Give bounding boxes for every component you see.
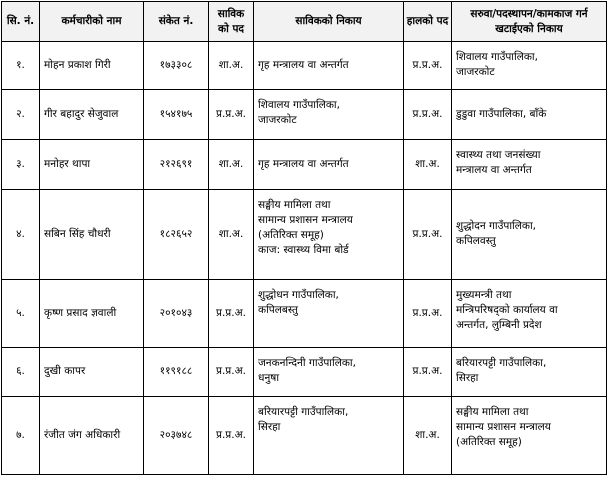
cell-prev-office: शुद्धोधन गाउँपालिका, कपिलबस्तु: [254, 280, 404, 348]
cell-code: २०३७४८: [144, 396, 209, 474]
cell-new-office: डुडुवा गाउँपालिका, बाँके: [452, 90, 607, 140]
cell-current-post: प्र.प्र.अ.: [404, 347, 452, 396]
cell-prev-post: प्र.प्र.अ.: [209, 396, 254, 474]
cell-prev-office: गृह मन्त्रालय वा अन्तर्गत: [254, 42, 404, 90]
cell-prev-post: प्र.प्र.अ.: [209, 90, 254, 140]
cell-new-office: शुद्धोदन गाउँपालिका, कपिलवस्तु: [452, 189, 607, 279]
cell-sn: ४.: [2, 189, 40, 279]
header-prev-office: साविकको निकाय: [254, 2, 404, 42]
table-row: [2, 42, 607, 90]
cell-code: २०१०४३: [144, 280, 209, 348]
table-row: [2, 189, 607, 279]
table-row: [2, 347, 607, 396]
header-prev-post: साविक को पद: [209, 2, 254, 42]
cell-sn: १.: [2, 42, 40, 90]
cell-current-post: प्र.प्र.अ.: [404, 42, 452, 90]
cell-new-office: स्वास्थ्य तथा जनसंख्या मन्त्रालय वा अन्तर्गत: [452, 140, 607, 189]
cell-prev-post: शा.अ.: [209, 42, 254, 90]
cell-current-post: प्र.प्र.अ.: [404, 280, 452, 348]
table-row: [2, 396, 607, 474]
header-current-post: हालको पद: [404, 2, 452, 42]
cell-code: २१२६९१: [144, 140, 209, 189]
cell-current-post: प्र.प्र.अ.: [404, 189, 452, 279]
cell-name: मोहन प्रकाश गिरी: [40, 42, 144, 90]
header-sn: सि. नं.: [2, 2, 40, 42]
cell-sn: ५.: [2, 280, 40, 348]
cell-prev-post: शा.अ.: [209, 140, 254, 189]
cell-prev-office: बरियारपट्टी गाउँपालिका, सिरहा: [254, 396, 404, 474]
header-code: संकेत नं.: [144, 2, 209, 42]
cell-prev-office: गृह मन्त्रालय वा अन्तर्गत: [254, 140, 404, 189]
cell-current-post: प्र.प्र.अ.: [404, 90, 452, 140]
table-row: [2, 90, 607, 140]
cell-new-office: बरियारपट्टी गाउँपालिका, सिरहा: [452, 347, 607, 396]
cell-name: कृष्ण प्रसाद ज्ञवाली: [40, 280, 144, 348]
table-row: [2, 280, 607, 348]
cell-name: सबिन सिंह चौधरी: [40, 189, 144, 279]
cell-name: रंजीत जंग अधिकारी: [40, 396, 144, 474]
cell-current-post: शा.अ.: [404, 140, 452, 189]
cell-sn: ७.: [2, 396, 40, 474]
cell-sn: ६.: [2, 347, 40, 396]
cell-prev-post: प्र.प्र.अ.: [209, 347, 254, 396]
cell-code: १७३३०८: [144, 42, 209, 90]
header-name: कर्मचारीको नाम: [40, 2, 144, 42]
cell-sn: २.: [2, 90, 40, 140]
cell-code: ११९१८८: [144, 347, 209, 396]
header-new-office: सरुवा/पदस्थापन/कामकाज गर्न खटाईएको निकाय: [452, 2, 607, 42]
cell-name: दुखी कापर: [40, 347, 144, 396]
cell-name: मनोहर थापा: [40, 140, 144, 189]
cell-current-post: शा.अ.: [404, 396, 452, 474]
cell-new-office: सङ्घीय मामिला तथा सामान्य प्रशासन मन्त्रालय (अतिरिक्त समूह): [452, 396, 607, 474]
cell-new-office: शिवालय गाउँपालिका, जाजरकोट: [452, 42, 607, 90]
transfer-table: [1, 1, 607, 475]
table-row: [2, 140, 607, 189]
cell-code: १८२६५२: [144, 189, 209, 279]
cell-prev-post: शा.अ.: [209, 189, 254, 279]
cell-prev-office: शिवालय गाउँपालिका, जाजरकोट: [254, 90, 404, 140]
cell-prev-office: सङ्घीय मामिला तथा सामान्य प्रशासन मन्त्रालय (अतिरिक्त समूह) काज: स्वास्थ्य विमा बोर्ड: [254, 189, 404, 279]
cell-code: १५४१७५: [144, 90, 209, 140]
cell-name: गीर बहादुर सेजुवाल: [40, 90, 144, 140]
cell-sn: ३.: [2, 140, 40, 189]
cell-prev-office: जनकनन्दिनी गाउँपालिका, धनुषा: [254, 347, 404, 396]
header-row: [2, 2, 607, 42]
cell-prev-post: प्र.प्र.अ.: [209, 280, 254, 348]
cell-new-office: मुख्यमन्त्री तथा मन्त्रिपरिषद्को कार्यालय वा अन्तर्गत, लुम्बिनी प्रदेश: [452, 280, 607, 348]
